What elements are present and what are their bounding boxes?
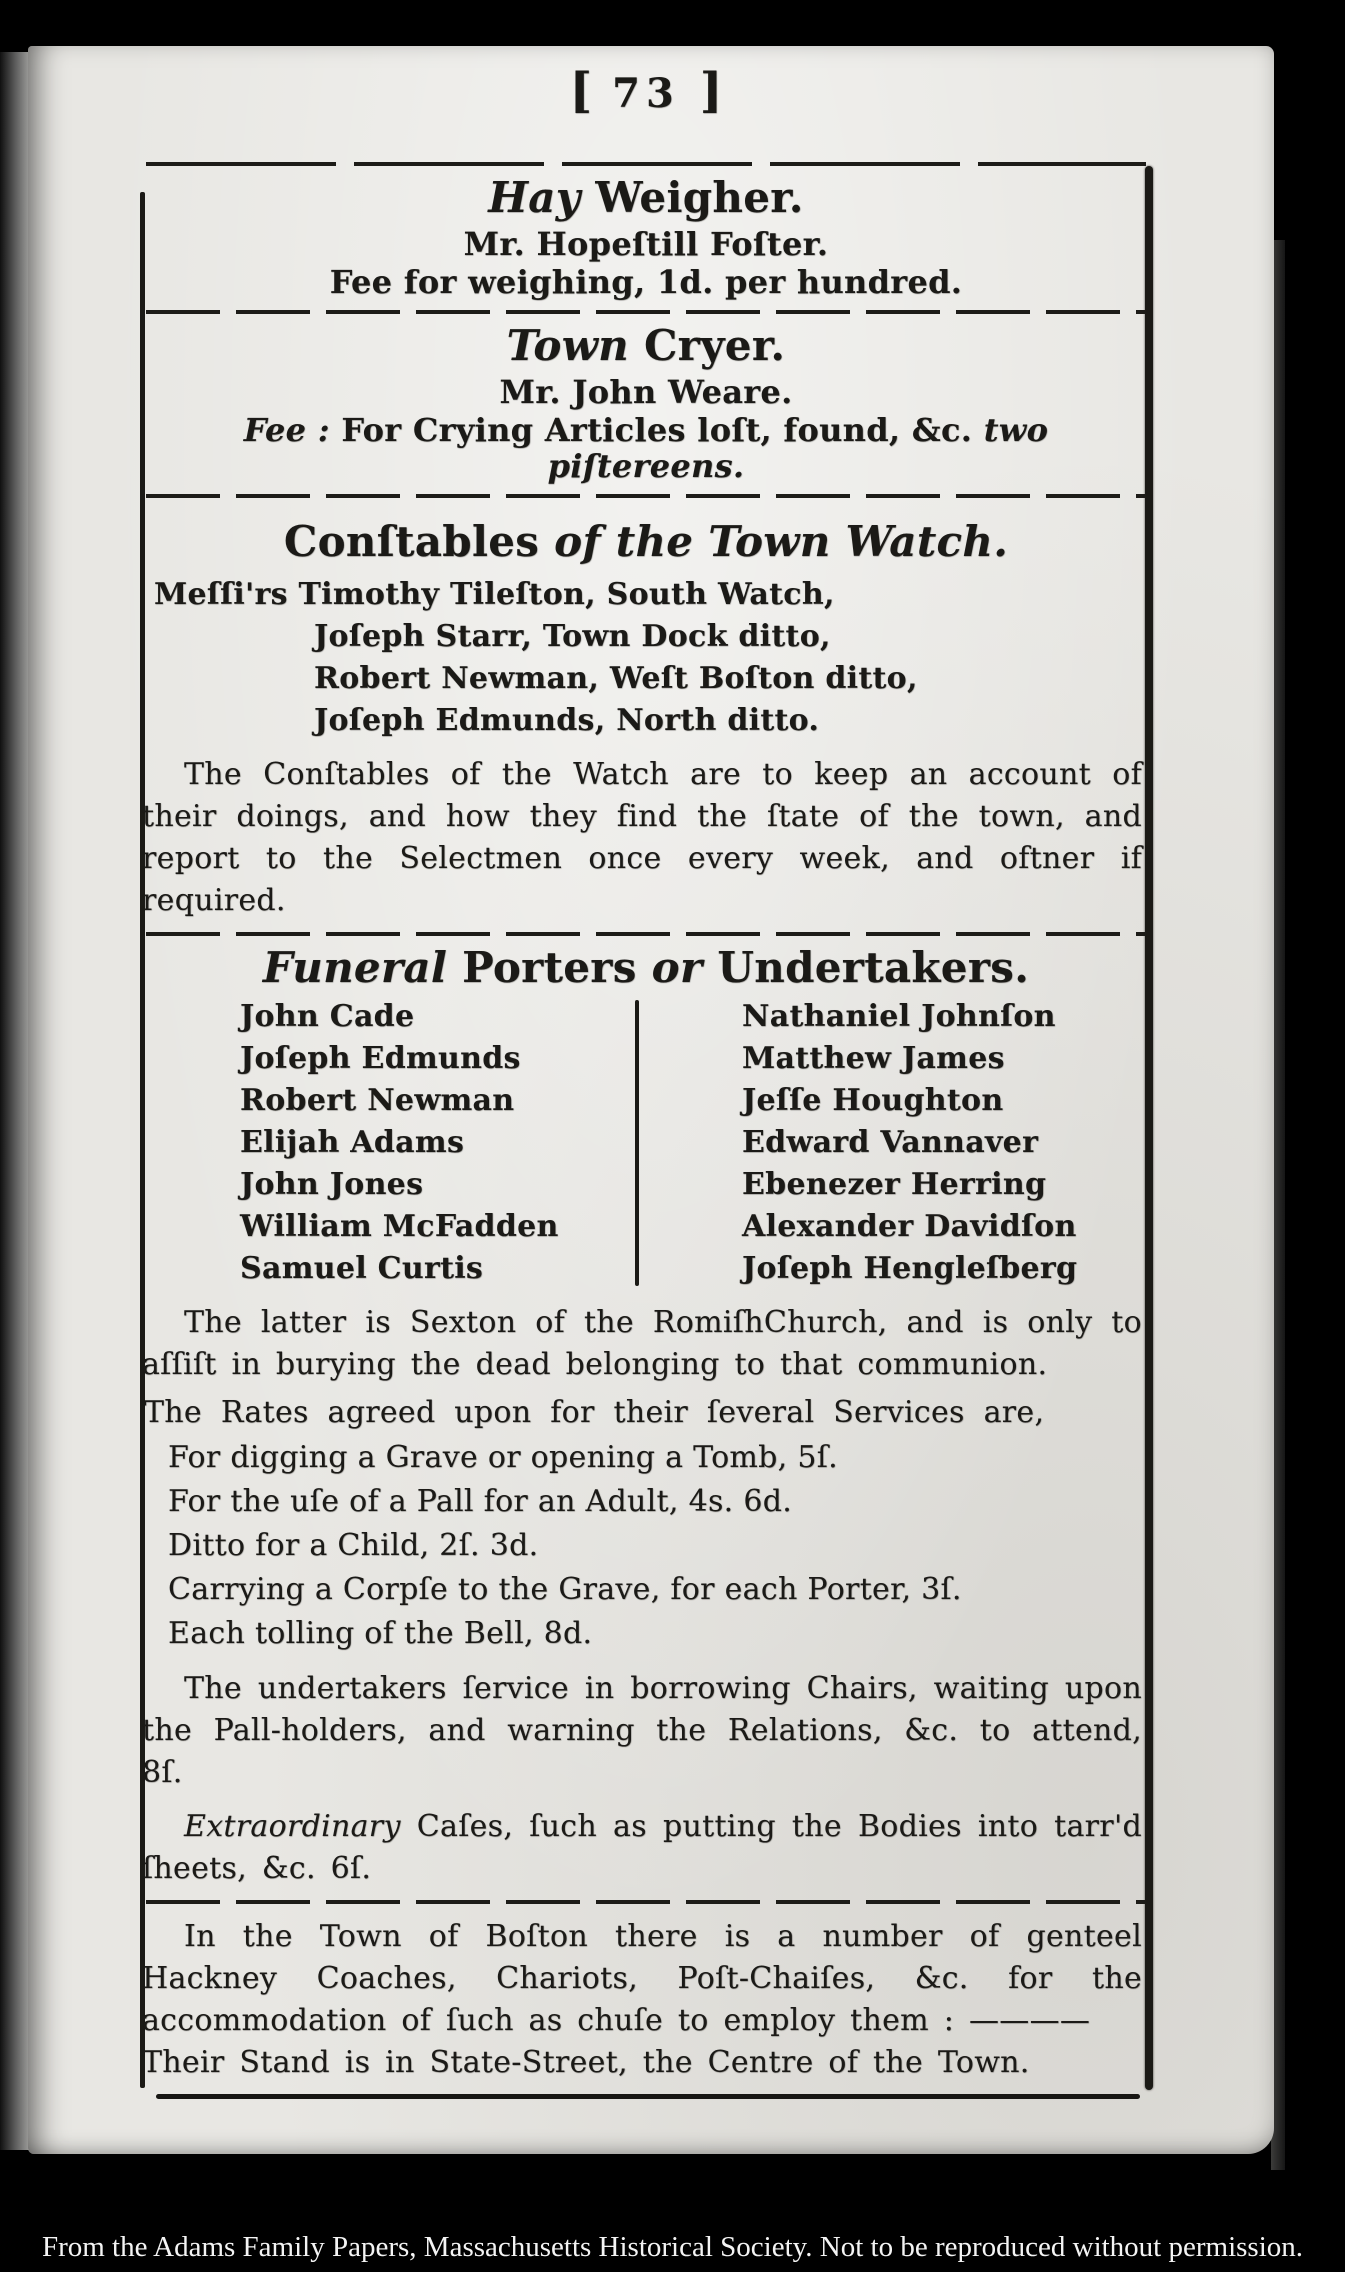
constables-title xyxy=(152,518,1140,566)
undertakers-title-roman-2: Undertakers. xyxy=(717,943,1030,992)
town-cryer-fee-amount: two piſtereens. xyxy=(547,411,1049,485)
undertakers-right-column xyxy=(639,996,1077,1290)
undertaker-name: Matthew James xyxy=(742,1041,1005,1076)
town-cryer-title xyxy=(152,322,1140,370)
town-cryer-title-italic: Town xyxy=(506,321,629,370)
undertaker-name: Robert Newman xyxy=(240,1083,515,1118)
hay-weigher-fee: Fee for weighing, 1d. per hundred. xyxy=(329,263,963,301)
page-number-value: 73 xyxy=(612,70,680,117)
document-page xyxy=(28,46,1274,2154)
undertaker-name: Joſeph Edmunds xyxy=(240,1041,521,1076)
rates-list xyxy=(152,1436,1140,1656)
hay-weigher-officer: Mr. Hopeſtill Foſter. xyxy=(463,225,829,263)
coaches-stand-line: Their Stand is in State-Street, the Centre of the Town. xyxy=(142,2045,1030,2080)
town-cryer-officer: Mr. John Weare. xyxy=(499,373,793,411)
undertakers-title-roman-1: Porters xyxy=(462,943,637,992)
constables-member-list xyxy=(152,574,1140,742)
undertaker-name: John Cade xyxy=(240,999,415,1034)
section-hackney-coaches xyxy=(142,1916,1142,2084)
rate-item: For digging a Grave or opening a Tomb, 5ſ. xyxy=(168,1440,838,1475)
rate-item: Each tolling of the Bell, 8d. xyxy=(168,1616,593,1651)
undertaker-name: Samuel Curtis xyxy=(240,1251,484,1286)
rate-item: Ditto for a Child, 2ſ. 3d. xyxy=(168,1528,539,1563)
section-divider xyxy=(146,162,1146,166)
undertaker-name: Joſeph Hengleſberg xyxy=(742,1251,1078,1286)
frame-rule-left xyxy=(140,192,145,2088)
section-divider xyxy=(146,1900,1146,1904)
undertaker-name: Alexander Davidſon xyxy=(742,1209,1077,1244)
sexton-note-paragraph: The latter is Sexton of the RomiſhChurch, and is only to aſſiſt in burying the dead belonging to that communion. xyxy=(142,1305,1142,1382)
undertaker-name: Elijah Adams xyxy=(240,1125,465,1160)
undertaker-name: Nathaniel Johnſon xyxy=(742,999,1056,1034)
attribution-caption: From the Adams Family Papers, Massachusetts Historical Society. Not to be reproduced without permission. xyxy=(41,2231,1304,2263)
bottom-rule xyxy=(156,2094,1140,2099)
rate-item: For the uſe of a Pall for an Adult, 4s. 6d. xyxy=(168,1484,793,1519)
rates-intro-line: The Rates agreed upon for their ſeveral Services are, xyxy=(144,1395,1045,1430)
town-cryer-title-roman: Cryer. xyxy=(643,321,786,370)
page-number xyxy=(152,63,1140,119)
page-number-bracket-right: ] xyxy=(699,63,723,119)
section-divider xyxy=(146,932,1146,936)
section-hay-weigher xyxy=(152,174,1140,300)
constables-duty-paragraph: The Conſtables of the Watch are to keep an account of their doings, and how they find the ſtate of the town, and report to the Selectmen once every week, and oftner if required. xyxy=(142,757,1142,918)
undertaker-name: Ebenezer Herring xyxy=(742,1167,1047,1202)
extraordinary-text: Caſes, ſuch as putting the Bodies into tarr'd ſheets, &c. 6ſ. xyxy=(142,1809,1143,1886)
undertaker-name: Edward Vannaver xyxy=(742,1125,1039,1160)
constables-title-italic: of the Town Watch. xyxy=(554,517,1009,566)
town-cryer-fee xyxy=(152,412,1140,484)
extraordinary-cases-paragraph xyxy=(142,1806,1142,1890)
undertakers-title-italic-1: Funeral xyxy=(262,943,448,992)
undertakers-left-column xyxy=(152,996,635,1290)
rate-item: Carrying a Corpſe to the Grave, for each Porter, 3ſ. xyxy=(168,1572,962,1607)
undertakers-service-paragraph: The undertakers ſervice in borrowing Chairs, waiting upon the Pall-holders, and warning the Relations, &c. to attend, 8ſ. xyxy=(142,1671,1142,1790)
frame-rule-right xyxy=(1145,166,1153,2090)
hay-weigher-title-italic: Hay xyxy=(488,173,581,222)
town-cryer-fee-label: Fee : xyxy=(243,411,330,449)
constable-member: Meſſi'rs Timothy Tileſton, South Watch, xyxy=(154,577,835,612)
undertakers-title xyxy=(152,944,1140,992)
section-divider xyxy=(146,494,1146,498)
constable-member: Robert Newman, Weſt Boſton ditto, xyxy=(314,661,918,696)
section-undertakers xyxy=(142,943,1143,1890)
town-cryer-fee-text: For Crying Articles loſt, found, &c. xyxy=(341,411,973,449)
page-content xyxy=(142,46,1143,2099)
undertakers-title-italic-2: or xyxy=(651,943,703,992)
undertakers-name-columns xyxy=(152,996,1140,1290)
constable-member: Joſeph Starr, Town Dock ditto, xyxy=(314,619,831,654)
coaches-paragraph: In the Town of Boſton there is a number of genteel Hackney Coaches, Chariots, Poſt-Chaiſes, &c. for the accommodation of ſuch as chuſe to employ them : ———— xyxy=(142,1919,1142,2038)
section-divider xyxy=(146,310,1146,314)
section-town-cryer xyxy=(152,322,1140,484)
section-constables xyxy=(142,517,1142,922)
page-number-bracket-left: [ xyxy=(569,63,593,119)
extraordinary-label: Extraordinary xyxy=(184,1809,401,1844)
constable-member: Joſeph Edmunds, North ditto. xyxy=(314,703,820,738)
undertaker-name: William McFadden xyxy=(240,1209,559,1244)
hay-weigher-title-roman: Weigher. xyxy=(595,173,804,222)
undertaker-name: John Jones xyxy=(240,1167,424,1202)
hay-weigher-title xyxy=(152,174,1140,222)
undertaker-name: Jeſſe Houghton xyxy=(742,1083,1004,1118)
constables-title-roman: Conſtables xyxy=(283,517,540,566)
